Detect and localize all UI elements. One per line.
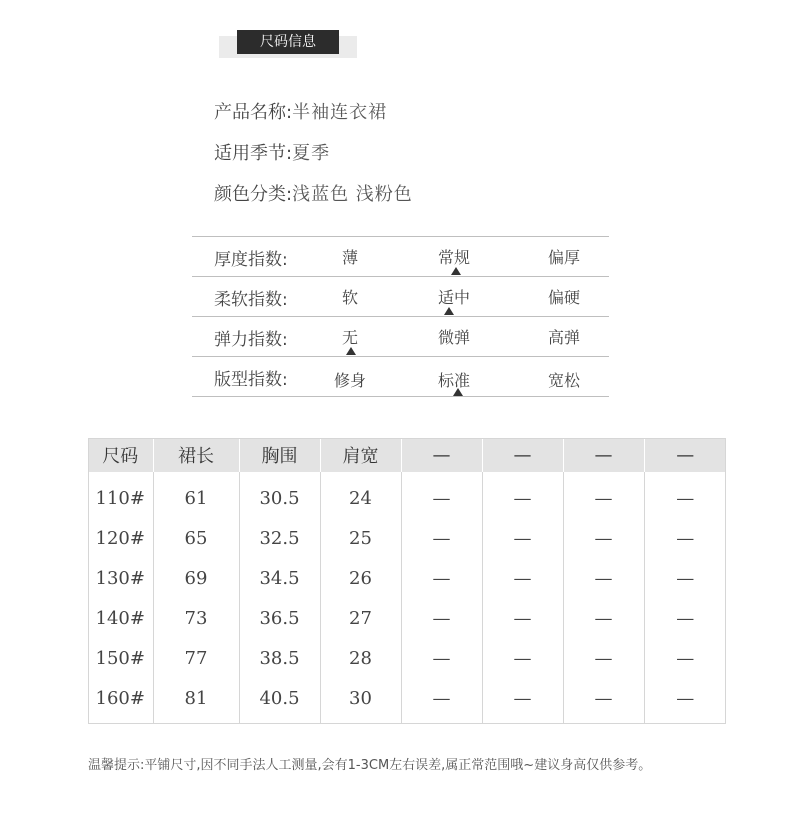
- table-cell: —: [482, 598, 563, 638]
- table-row: [88, 598, 726, 638]
- table-cell: 150#: [95, 647, 145, 669]
- table-header-row: [88, 438, 726, 472]
- scale-label: 版型指数:: [214, 370, 288, 390]
- column-header: 裙长: [153, 438, 239, 472]
- info-label: 产品名称:: [214, 102, 293, 123]
- section-header: [219, 30, 357, 58]
- info-value: 浅蓝色 浅粉色: [292, 184, 413, 205]
- table-cell: 26: [320, 558, 401, 598]
- table-cell: 65: [153, 518, 239, 558]
- selected-pointer-icon: [444, 307, 454, 315]
- scale-label: 柔软指数:: [214, 290, 288, 310]
- table-cell: —: [482, 518, 563, 558]
- table-cell: —: [644, 558, 726, 598]
- header-title: 尺码信息: [237, 30, 339, 54]
- measurement-note: 温馨提示:平铺尺寸,因不同手法人工测量,会有1-3CM左右误差,属正常范围哦~建议身高仅供参考。: [88, 758, 652, 773]
- selected-pointer-icon: [346, 347, 356, 355]
- column-header: —: [401, 438, 482, 472]
- table-row: [88, 472, 726, 518]
- selected-pointer-icon: [453, 388, 463, 396]
- column-header: 尺码: [88, 438, 153, 472]
- fabric-index-scale: [192, 236, 609, 397]
- table-cell: 25: [320, 518, 401, 558]
- table-row: [88, 638, 726, 678]
- column-header: —: [482, 438, 563, 472]
- table-cell: 30: [320, 678, 401, 724]
- info-product-name: [214, 101, 387, 125]
- table-cell: —: [401, 518, 482, 558]
- scale-option: 常规: [437, 248, 470, 267]
- scale-option: 偏硬: [547, 288, 580, 307]
- info-label: 颜色分类:: [214, 184, 293, 205]
- table-cell: 40.5: [239, 678, 320, 724]
- scale-option: 适中: [437, 288, 470, 307]
- column-header: 胸围: [239, 438, 320, 472]
- column-header: —: [644, 438, 726, 472]
- scale-row-elasticity: [192, 316, 609, 356]
- table-cell: —: [482, 558, 563, 598]
- table-cell: —: [563, 638, 644, 678]
- table-cell: —: [644, 598, 726, 638]
- scale-option: 薄: [341, 248, 358, 267]
- table-cell: 36.5: [239, 598, 320, 638]
- scale-label: 弹力指数:: [214, 330, 288, 350]
- table-cell: —: [482, 678, 563, 724]
- table-cell: —: [401, 678, 482, 724]
- table-cell: 130#: [95, 567, 145, 589]
- table-cell: 73: [153, 598, 239, 638]
- table-cell: —: [482, 472, 563, 518]
- table-cell: 34.5: [239, 558, 320, 598]
- table-cell: 28: [320, 638, 401, 678]
- table-row: [88, 678, 726, 724]
- table-cell: —: [563, 598, 644, 638]
- table-cell: 69: [153, 558, 239, 598]
- table-cell: 110#: [95, 487, 145, 509]
- table-row: [88, 558, 726, 598]
- table-cell: —: [644, 472, 726, 518]
- column-header: 肩宽: [320, 438, 401, 472]
- table-cell: 24: [320, 472, 401, 518]
- info-value: 半袖连衣裙: [292, 102, 388, 123]
- table-row: [88, 518, 726, 558]
- table-cell: —: [401, 472, 482, 518]
- table-cell: —: [563, 558, 644, 598]
- table-cell: 38.5: [239, 638, 320, 678]
- table-cell: 30.5: [239, 472, 320, 518]
- table-cell: 81: [153, 678, 239, 724]
- scale-row-fit: [192, 356, 609, 397]
- table-cell: 77: [153, 638, 239, 678]
- table-cell: 32.5: [239, 518, 320, 558]
- scale-row-softness: [192, 276, 609, 316]
- size-table: [88, 438, 726, 724]
- scale-option: 无: [341, 328, 358, 347]
- info-colors: [214, 183, 413, 207]
- table-cell: —: [401, 598, 482, 638]
- table-cell: —: [563, 518, 644, 558]
- info-label: 适用季节:: [214, 143, 293, 164]
- table-cell: —: [563, 472, 644, 518]
- table-cell: —: [644, 518, 726, 558]
- table-cell: —: [482, 638, 563, 678]
- table-cell: —: [401, 638, 482, 678]
- table-cell: —: [563, 678, 644, 724]
- table-cell: —: [644, 678, 726, 724]
- table-cell: 61: [153, 472, 239, 518]
- selected-pointer-icon: [451, 267, 461, 275]
- scale-option: 修身: [333, 371, 366, 390]
- column-header: —: [563, 438, 644, 472]
- scale-option: 标准: [437, 371, 470, 390]
- scale-option: 宽松: [547, 371, 580, 390]
- table-cell: 27: [320, 598, 401, 638]
- scale-row-thickness: [192, 236, 609, 276]
- table-cell: 160#: [95, 687, 145, 709]
- scale-label: 厚度指数:: [214, 250, 288, 270]
- scale-option: 高弹: [547, 328, 580, 347]
- table-cell: —: [644, 638, 726, 678]
- scale-option: 微弹: [437, 328, 470, 347]
- info-season: [214, 142, 330, 166]
- info-value: 夏季: [292, 143, 331, 164]
- table-cell: 120#: [95, 527, 145, 549]
- scale-option: 偏厚: [547, 248, 580, 267]
- scale-option: 软: [341, 288, 358, 307]
- table-cell: 140#: [95, 607, 145, 629]
- table-cell: —: [401, 558, 482, 598]
